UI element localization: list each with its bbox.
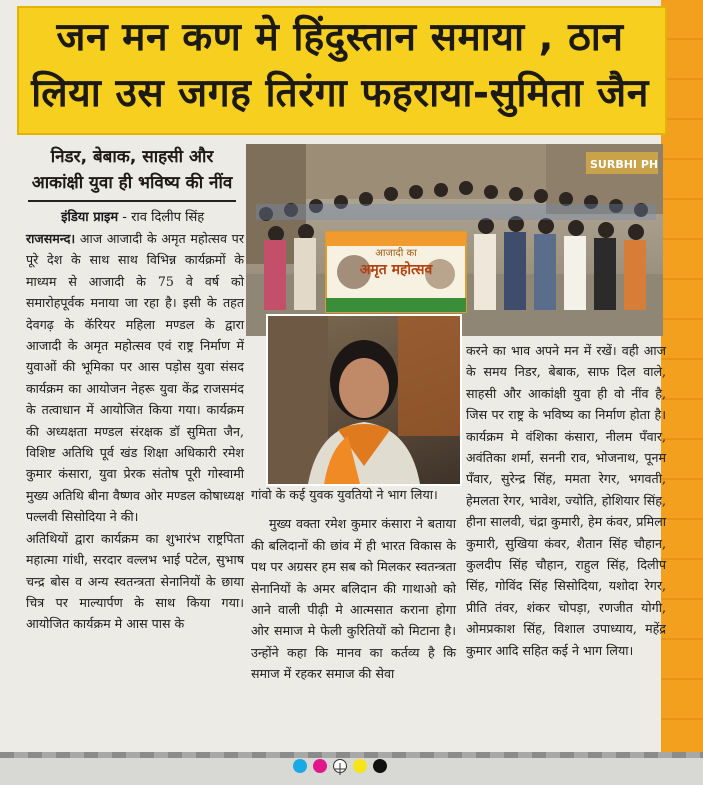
byline	[28, 208, 243, 228]
crosshair-registration-icon	[333, 759, 347, 773]
magenta-registration-dot	[313, 759, 327, 773]
registration-stripe	[0, 752, 703, 758]
headline-line-2: लिया उस जगह तिरंगा फहराया-सुमिता जैन	[31, 71, 649, 116]
headline-line-1: जन मन कण मे हिंदुस्तान समाया , ठान	[56, 15, 624, 60]
group-photo-illustration	[246, 144, 663, 336]
paragraph: करने का भाव अपने मन में रखें। वही आज के समय निडर, बेबाक, साफ दिल वाले, साहसी और आकांक्षी युवा ही वो नींव है, जिस पर राष्ट्र के भविष्य का निर्माण होता है। कार्यक्रम मे वंशिका कंसारा, नीलम पँवार, अवंतिका शर्मा, सननी राव, भोजनाथ, पूनम पँवार, सुरेन्द्र सिंह, ममता रेगर, भगवती, हेमलता रेगर, भावेश, ज्योति, होशियार सिंह, हीना सालवी, चंद्रा कुमारी, हेम कंवर, प्रमिला कुमारी, सुखिया कंवर, शैतान सिंह चौहान, कुलदीप सिंह चौहान, राहुल सिंह, दिलीप सिंह, गोविंद सिंह सिसोदिया, यशोदा रेगर, प्रीति तंवर, शंकर चोपड़ा, रणजीत योगी, ओमप्रकाश सिंह, विशाल उपाध्याय, महेंद्र कुमार आदि सहित कई ने भाग लिया।	[466, 343, 666, 658]
subheadline-rule	[28, 200, 236, 202]
article-column-1	[26, 228, 244, 635]
speaker-portrait-illustration	[268, 316, 460, 484]
paragraph: अतिथियों द्वारा कार्यक्रम का शुभारंभ राष्ट्रपिता महात्मा गांधी, सरदार वल्लभ भाई पटेल, सुभाष चन्द्र बोस व अन्य स्वतन्त्रता सेनानियों के छाया चित्र पर माल्यार्पण के साथ किया गया। आयोजित कार्यक्रम मे आस पास के	[26, 530, 244, 632]
subheadline-line-2: आकांक्षी युवा ही भविष्य की नींव	[31, 173, 233, 193]
yellow-registration-dot	[353, 759, 367, 773]
paragraph: गांवो के कई युवक युवतियो ने भाग लिया।	[251, 487, 438, 502]
group-photo	[246, 144, 663, 336]
black-registration-dot	[373, 759, 387, 773]
dateline: राजसमन्द।	[26, 231, 76, 246]
side-color-strip	[661, 0, 703, 760]
headline	[17, 10, 663, 122]
article-column-3	[466, 340, 666, 661]
banner-line-2: अमृत महोत्सव	[359, 262, 433, 278]
byline-author: - राव दिलीप सिंह	[122, 210, 205, 225]
banner-line-1: आजादी का	[375, 248, 417, 259]
subheadline	[24, 144, 240, 196]
byline-agency: इंडिया प्राइम	[61, 210, 119, 225]
cyan-registration-dot	[293, 759, 307, 773]
subheadline-line-1: निडर, बेबाक, साहसी और	[50, 147, 214, 167]
paragraph: मुख्य वक्ता रमेश कुमार कंसारा ने बताया की बलिदानों की छांव में ही भारत विकास के पथ पर अग्रसर हम सब को मिलकर स्वतन्त्रता सेनानियों के अमर बलिदान की गाथाओ को आने वाली पीढ़ी मे आत्मसात कराना होगा ओर समाज मे फेली कुरितियों को मिटाना है। उन्होंने कहा कि मानव का कर्तव्य है कि समाज में रहकर समाज की सेवा	[251, 516, 456, 682]
paragraph-text: आज आजादी के अमृत महोत्सव पर पूरे देश के साथ साथ विभिन्न कार्यक्रमों के माध्यम से आजादी के 75 वे वर्ष को समारोहपूर्वक मनाया जा रहा है। इसी के तहत देवगढ़ के कॅरियर महिला मण्डल के द्वारा आजादी के अमृत महोत्सव एवं राष्ट्र निर्माण में युवाओं की भूमिका पर आस पड़ोस युवा संसद कार्यक्रम का आयोजन नेहरू युवा केंद्र राजसमंद के तत्वाधान में आयोजित किया गया। कार्यक्रम की अध्यक्षता मण्डल संरक्षक डॉ सुमिता जैन, विशिष्ट अतिथि पूर्व खंड शिक्षा अधिकारी रमेश कुमार कंसारा, युवा प्रेरक संतोष पूरी गोस्वामी मुख्य अतिथि बीना वैष्णव ओर मण्डल कोषाध्यक्ष पल्लवी सिसोदिया ने की।	[26, 231, 244, 525]
article-column-2	[251, 484, 456, 685]
paragraph	[26, 228, 244, 528]
backdrop-sign: SURBHI PH	[590, 158, 659, 171]
speaker-portrait	[266, 314, 462, 486]
print-registration-bar	[0, 752, 703, 785]
